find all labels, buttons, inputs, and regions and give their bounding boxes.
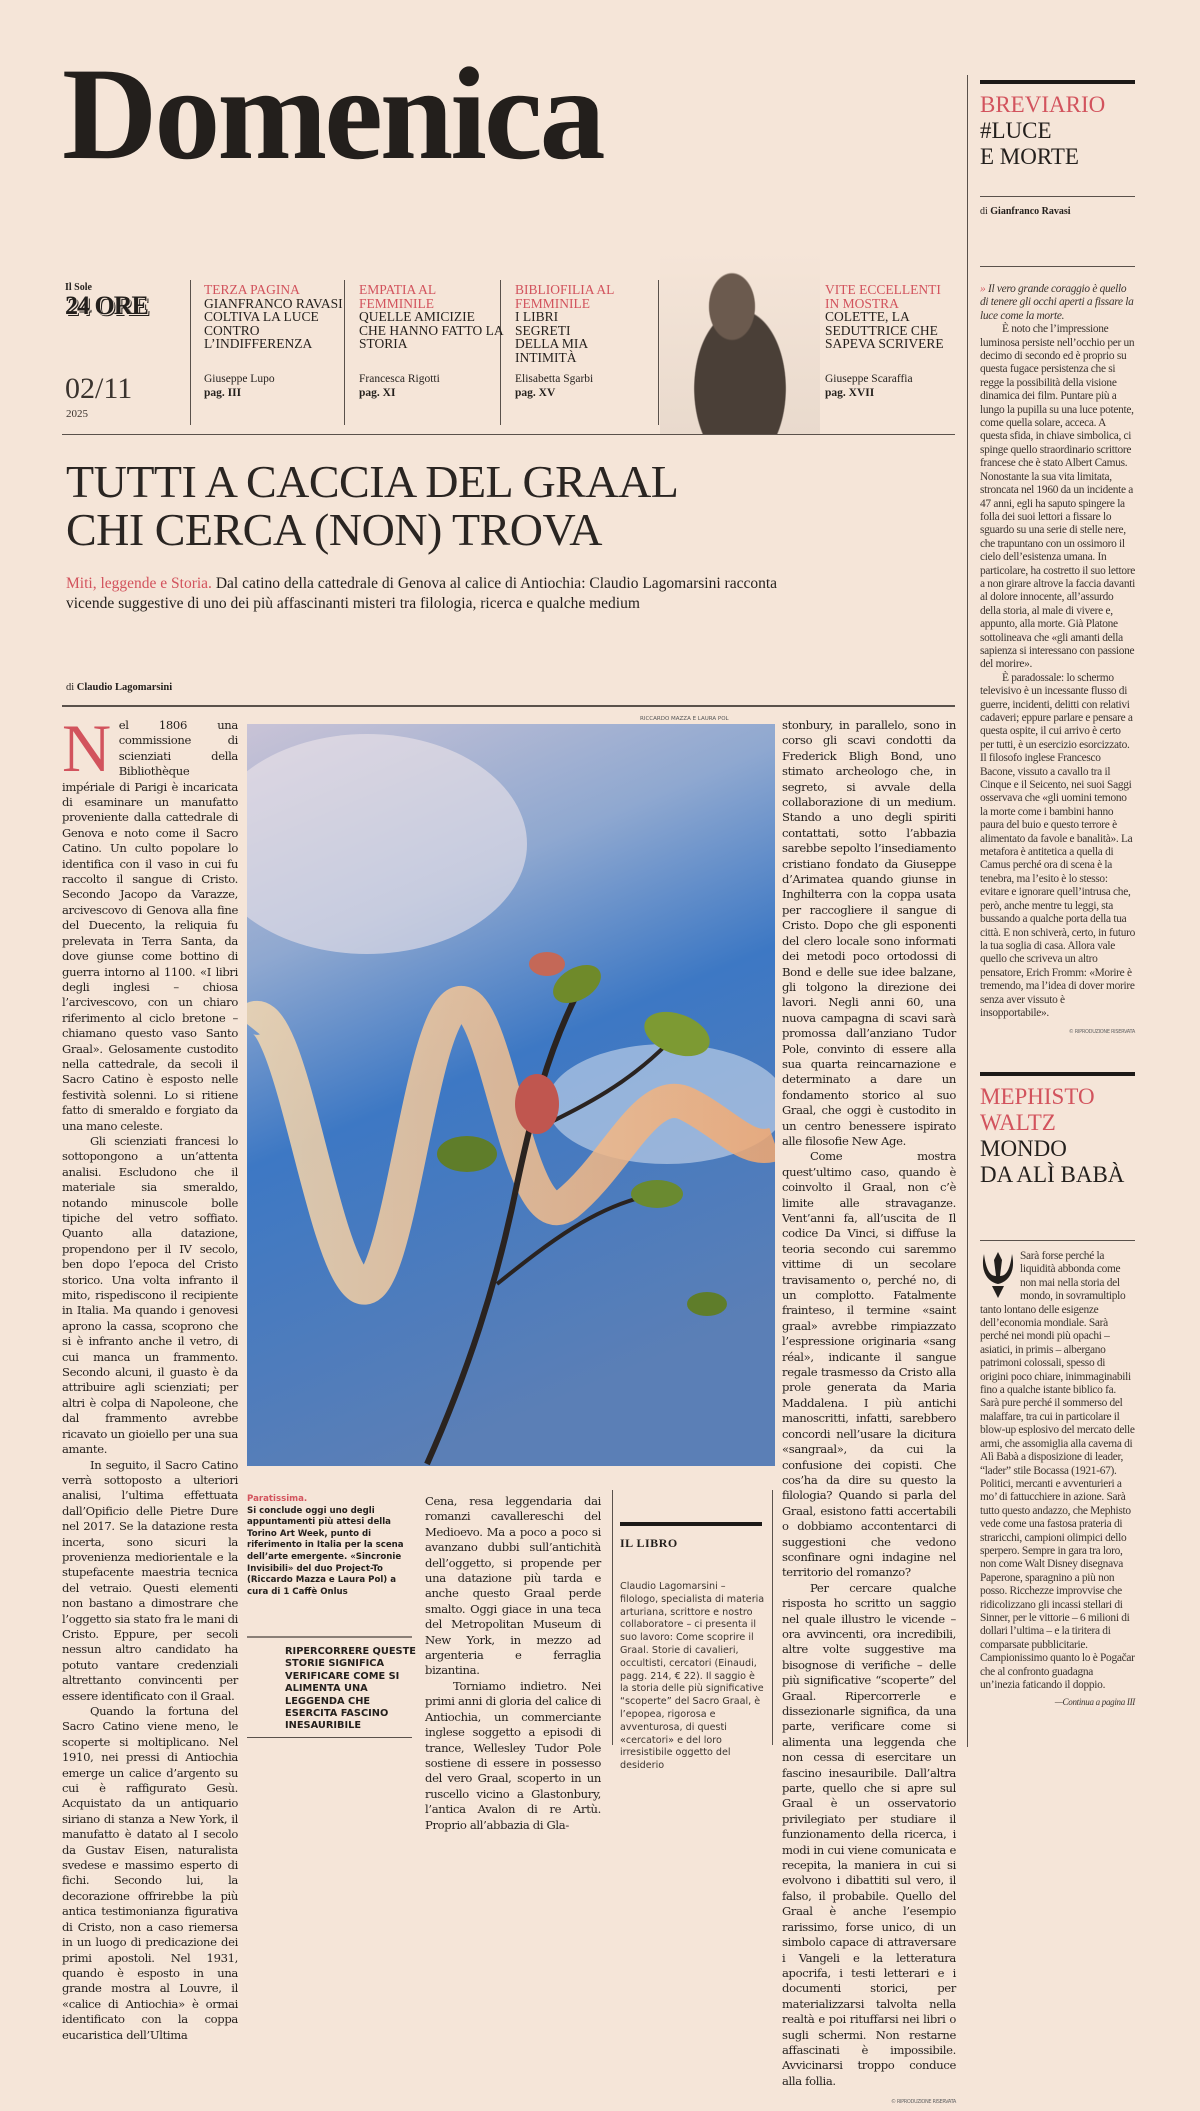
index-kicker: EMPATIA AL FEMMINILE — [359, 282, 436, 311]
index-author: Elisabetta Sgarbi — [515, 373, 594, 385]
drop-cap: N — [62, 710, 111, 786]
index-title: I LIBRI SEGRETI DELLA MIA INTIMITÀ — [515, 309, 588, 365]
index-item[interactable] — [825, 282, 953, 399]
article-deck — [66, 574, 786, 614]
mephisto-kicker: WALTZ — [980, 1110, 1056, 1135]
index-author: Giuseppe Scaraffia — [825, 373, 913, 385]
index-kicker: BIBLIOFILIA AL FEMMINILE — [515, 282, 614, 311]
article-column-1 — [62, 710, 238, 2043]
article-headline — [66, 458, 678, 554]
headline-line: CHI CERCA (NON) TROVA — [66, 504, 603, 555]
issue-year: 2025 — [66, 408, 88, 420]
book-box — [620, 1492, 765, 1773]
pull-quote: RIPERCORRERE QUESTE STORIE SIGNIFICA VERIFICARE COME SI ALIMENTA UNA LEGGENDA CHE ESERCITA FASCINO INESAURIBILE — [285, 1646, 416, 1732]
continue-link[interactable]: —Continua a pagina III — [1054, 1697, 1135, 1708]
index-page: pag. XV — [515, 387, 556, 399]
sole-24-ore-logo — [65, 282, 148, 319]
article-column-2 — [425, 1494, 601, 1833]
paragraph: stonbury, in parallelo, sono in corso gli scavi condotti da Frederick Bligh Bond, uno stimato archeologo che, in segreto, si avvale della collaborazione di un medium. Stando a uno degli spiriti contattati, sotto l’abbazia sarebbe sepolto l’insediamento cristiano fondato da Giuseppe d’Arimatea quando giunse in Inghilterra con la coppa usata per raccogliere il sangue di Cristo. Dopo che gli esponenti del clero locale sono informati dei metodi poco ortodossi di Bond e delle sue idee balzane, gli tolgono la direzione dei lavori. Negli anni 60, una nuova campagna di scavi sarà promossa dall’anziano Tudor Pole, convinto di essere alla sua quarta reincarnazione e determinato a dare un fondamento storico al suo Graal, che oggi è custodito in un centro benessere ispirato alle filosofie New Age. — [782, 718, 956, 1148]
index-author: Giuseppe Lupo — [204, 373, 275, 385]
byline-prefix: di — [66, 682, 77, 693]
byline-prefix: di — [980, 206, 991, 217]
deck-kicker: Miti, leggende e Storia. — [66, 575, 212, 592]
logo-small: Il Sole — [65, 282, 92, 293]
article-byline — [66, 682, 172, 693]
article-column-3 — [782, 718, 956, 2111]
mephisto-title: MONDO — [980, 1136, 1067, 1161]
index-page: pag. III — [204, 387, 242, 399]
index-kicker: TERZA PAGINA — [204, 282, 300, 297]
index-title: COLETTE, LA SEDUTTRICE CHE SAPEVA SCRIVERE — [825, 309, 944, 351]
deck-text: Dal catino della cattedrale di Genova al calice di Antiochia: Claudio Lagomarsini racconta vicende suggestive di uno dei più affascinanti misteri tra filologia, ricerca e qualche medium — [66, 575, 778, 612]
paragraph: Cena, resa leggendaria dai romanzi cavallereschi del Medioevo. Ma a poco a poco si avanzano dubbi sull’antichità dell’oggetto, si propende per una datazione più tarda e anche questo Graal perde smalto. Oggi giace in una teca del Metropolitan Museum di New York, in mezzo ad argenteria e ferraglia bizantina. — [425, 1494, 601, 1678]
paragraph: In seguito, il Sacro Catino verrà sottoposto a ulteriori analisi, l’ultima effettuata dall’Opificio delle Pietre Dure nel 2017. Se la datazione resta incerta, sono sicuri la provenienza mediorientale e la stupefacente maestria tecnica del vetraio. Questi elementi non bastano a dimostrare che l’oggetto sia stato fra le mani di Cristo. Eppure, per secoli nessun altro candidato ha potuto vantare credenziali altrettanto convincenti per essere identificato con il Graal. — [62, 1457, 238, 1703]
index-title: GIANFRANCO RAVASI COLTIVA LA LUCE CONTRO L’INDIFFERENZA — [204, 295, 343, 351]
rights-notice: © RIPRODUZIONE RISERVATA — [890, 2099, 956, 2106]
paragraph: È paradossale: lo schermo televisivo è un incessante flusso di guerre, incidenti, delitti con relativi cadaveri; eppure parlare e pensare a questa ospite, il cui arrivo è certo per tutti, è un esercizio esorcizzato. Il filosofo inglese Francesco Bacone, vissuto a cavallo tra il Cinque e il Seicento, nei suoi Saggi osservava che «gli uomini temono la morte come i bambini hanno paura del buio e questo terrore è alimentato da favole e banalità». La metafora è antitetica a quella di Camus perché ora di scena è la tenebra, ma l’esito è lo stesso: evitare e ignorare quell’intrusa che, però, anche mentre tu leggi, sta bussando a qualche porta della tua città. E non schiverà, certo, in futuro la tua soglia di casa. Allora vale quello che scriveva un altro pensatore, Erich Fromm: «Morire è tremendo, ma l’idea di dover morire senza aver vissuto è insopportabile». — [980, 671, 1135, 1019]
paragraph: Per cercare qualche risposta ho scritto un saggio nel quale illustro le vicende – ora avvincenti, ora incredibili, altre volte suggestive ma bisognose di verifiche – delle più significative “scoperte” del Graal. Ripercorrerle e dissezionarle significa, da una parte, verificare come si alimenta una leggenda che non cessa di esercitare un fascino inesauribile. Dall’altra parte, quello che si apre sul Graal è un osservatorio privilegiato per studiare il funzionamento della ricerca, i modi in cui viene comunicata e recepita, la maniera in cui si evolvono i dibattiti sul vero, il falso, il probabile. Quello del Graal è anche l’esempio rarissimo, forse unico, di un simbolo capace di attraversare i Vangeli e la letteratura apocrifa, i testi letterari e i documenti storici, per materializzarsi talvolta nella realtà e poi rituffarsi nei libri o sugli schermi. Non restarne affascinati è impossibile. Avvicinarsi troppo conduce alla follia. — [782, 1580, 956, 2088]
artwork-photo — [247, 724, 775, 1466]
breviario-title: #LUCE — [980, 118, 1052, 143]
logo-big: 24 ORE — [65, 291, 148, 320]
index-page: pag. XI — [359, 387, 396, 399]
book-box-text: Claudio Lagomarsini – filologo, specialista di materia arturiana, scrittore e nostro collaboratore – ci presenta il suo lavoro: Come scoprire il Graal. Storie di cavalieri, occultisti, cercatori (Einaudi, pagg. 214, € 22). Il saggio è la storia delle più significative “scoperte” del Sacro Graal, è l’epopea, rigorosa e avventurosa, di questi «cercatori» e del loro irresistibile oggetto del desiderio — [620, 1581, 765, 1772]
mephisto-header — [980, 1084, 1124, 1188]
mephisto-body: Sarà forse perché la liquidità abbonda come non mai nella storia del mondo, in sovramultiplo tanto lontano delle esigenze dell’economia mondiale. Sarà perché nei mondi più opachi – asiatici, in primis – albergano patrimoni colossali, spesso di origini poco chiare, inimmaginabili fino a qualche istante biblico fa. Sarà pure perché il sommerso del malaffare, tra cui in particolare il blow-up esplosivo del mercato delle armi, che assomiglia alla caverna di Alì Babà a disposizione di leader, “lader” stile Bocassa (1921-67). Politici, mercanti e avventurieri a mo’ di fattucchiere in azione. Sarà tutto questo andazzo, che Mephisto vede come una fastosa prateria di straricchi, campioni olimpici dello sperpero. Sempre in gara tra loro, non come Walt Disney disegnava Paperone, sparagnino a più non posso. Ricchezze improvvise che ridicolizzano gli incassi stellari di Sinner, per le vittorie – 6 milioni di dollari l’ultima – e la tiritera di comparsate pubblicitarie. Campionissimo quanto lo è Pogačar che al confronto guadagna un’inezia faticando il doppio. — [980, 1250, 1135, 1691]
trident-icon — [980, 1252, 1016, 1300]
index-page: pag. XVII — [825, 387, 875, 399]
issue-date: 02/11 — [65, 372, 133, 405]
caption-text: Si conclude oggi uno degli appuntamenti più attesi della Torino Art Week, punto di riferimento in Italia per la scena dell’arte emergente. «Sincronie Invisibili» del duo Project-To (Riccardo Mazza e Laura Pol) a cura di 1 Caffè Onlus — [247, 1505, 404, 1597]
breviario-quote: Il vero grande coraggio è quello di tenere gli occhi aperti a fissare la luce come la morte. — [980, 283, 1134, 322]
index-item[interactable] — [204, 282, 349, 399]
paragraph: È noto che l’impressione luminosa persiste nell’occhio per un decimo di secondo ed è proprio su questa fugace persistenza che si regge la possibilità della visione dinamica dei film. Puntare più a lungo la pupilla su una luce potente, come quella solare, acceca. A questa sfida, in chiave simbolica, ci spinge quello straordinario scrittore francese che è stato Albert Camus. Nonostante la sua vita limitata, stroncata nel 1960 da un incidente a 47 anni, egli ha saputo spingere la folla dei suoi lettori a fissare lo sguardo su una serie di stelle nere, che trapuntano con un ossimoro il cielo dell’esistenza umana. In particolare, ha costretto il suo lettore a non girare altrove la faccia davanti al dolore innocente, all’assurdo della storia, al male di vivere e, appunto, alla morte. Già Platone sottolineava che «gli amanti della sapienza si interessano con passione del morire». — [980, 323, 1136, 671]
index-item[interactable] — [515, 282, 615, 399]
photo-credit: RICCARDO MAZZA E LAURA POL — [640, 716, 729, 722]
index-kicker: VITE ECCELLENTI IN MOSTRA — [825, 282, 941, 311]
index-author: Francesca Rigotti — [359, 373, 440, 385]
mephisto-title: DA ALÌ BABÀ — [980, 1162, 1125, 1187]
rights-notice: © RIPRODUZIONE RISERVATA — [1068, 1029, 1135, 1036]
colette-portrait-image — [660, 252, 820, 434]
byline-author: Claudio Lagomarsini — [76, 682, 173, 693]
index-title: QUELLE AMICIZIE CHE HANNO FATTO LA STORIA — [359, 309, 503, 351]
paragraph: Come mostra quest’ultimo caso, quando è coinvolto il Graal, non c’è limite alle stravaganze. Vent’anni fa, all’uscita de Il codice Da Vinci, si diffuse la teoria secondo cui saremmo vittime di un secolare travisamento o, perché no, di un complotto. Fatalmente frainteso, il termine «saint graal» avrebbe rimpiazzato l’espressione originaria «sang réal», indicante il sangue regale trasmesso da Cristo alla prole generata da Maria Maddalena. I più antichi manoscritti, infatti, sarebbero concordi nell’usare la dicitura «sangraal», da cui la confusione dei copisti. Che cos’ha da dire su questo la filologia? Quando si parla del Graal, esistono fatti accertabili o dobbiamo accontentarci di suggestioni che vedono sconfinare ogni indagine nel territorio del romanzo? — [782, 1149, 956, 1580]
book-box-title: IL LIBRO — [620, 1536, 678, 1550]
photo-caption — [247, 1494, 417, 1598]
mephisto-kicker: MEPHISTO — [980, 1084, 1095, 1109]
byline-author: Gianfranco Ravasi — [990, 206, 1071, 217]
headline-line: TUTTI A CACCIA DEL GRAAL — [66, 456, 679, 507]
breviario-kicker: BREVIARIO — [980, 92, 1106, 117]
breviario-header — [980, 92, 1105, 170]
caption-kicker: Paratissima. — [247, 1494, 308, 1504]
quote-mark: » — [980, 283, 986, 295]
index-item[interactable] — [359, 282, 504, 399]
paragraph: Torniamo indietro. Nei primi anni di gloria del calice di Antiochia, un commerciante inglese soggetto a episodi di trance, Wellesley Tudor Pole sostiene di essere in possesso del vero Graal, scoperto in un ruscello vicino a Glastonbury, l’antica Avalon di re Artù. Proprio all’abbazia di Gla- — [425, 1678, 601, 1832]
breviario-title: E MORTE — [980, 144, 1079, 169]
mephisto-text — [980, 1250, 1135, 1710]
paragraph: el 1806 una commissione di scienziati della Bibliothèque impériale di Parigi è incaricata di esaminare un manufatto proveniente dalla cattedrale di Genova e noto come il Sacro Catino. Un culto popolare lo identifica con il vaso in cui fu raccolto il sangue di Cristo. Secondo Jacopo da Varazze, arcivescovo di Genova alla fine del Duecento, la reliquia fu prelevata in Terra Santa, da dove giunse come bottino di guerra intorno al 1100. «I libri degli inglesi – chiosa l’arcivescovo, con un chiaro riferimento al ciclo bretone – chiamano questo vaso Santo Graal». Gelosamente custodito nella cattedrale, da secoli il Sacro Catino è esposto nelle festività solenni. Lo si ritiene fatto di smeraldo e forgiato da una mano celeste. — [62, 718, 238, 1133]
paragraph: Quando la fortuna del Sacro Catino viene meno, le scoperte si moltiplicano. Nel 1910, nei pressi di Antiochia emerge un calice d’argento su cui è raffigurato Gesù. Acquistato da un antiquario siriano di stanza a New York, il manufatto è datato al I secolo da Gustav Eisen, naturalista svedese e massimo esperto di fichi. Secondo lui, la decorazione offrirebbe la più antica testimonianza figurativa di Cristo, non a caso riemersa in un luogo di predicazione dei primi apostoli. Nel 1931, quando è esposto in una grande mostra al Louvre, il «calice di Antiochia» è ormai identificato con la coppa eucaristica dell’Ultima — [62, 1704, 238, 2042]
breviario-byline — [980, 206, 1071, 217]
breviario-text — [980, 283, 1135, 1040]
masthead-title: Domenica — [62, 40, 603, 187]
paragraph: Gli scienziati francesi lo sottopongono a un’attenta analisi. Escludono che il materiale sia smeraldo, notando minuscole bolle tipiche del vetro soffiato. Quanto alla datazione, propendono per il IV secolo, ben dopo l’epoca del Cristo storico. Una volta infranto il mito, rispediscono il recipiente in Italia. Ma quando i genovesi aprono la cassa, scoprono che si è infranto anche il vetro, di cui manca un frammento. Secondo alcuni, il guasto è da attribuire agli scienziati; per altri è colpa di Napoleone, che dal frammento avrebbe ricavato un gioiello per una sua amante. — [62, 1133, 238, 1457]
